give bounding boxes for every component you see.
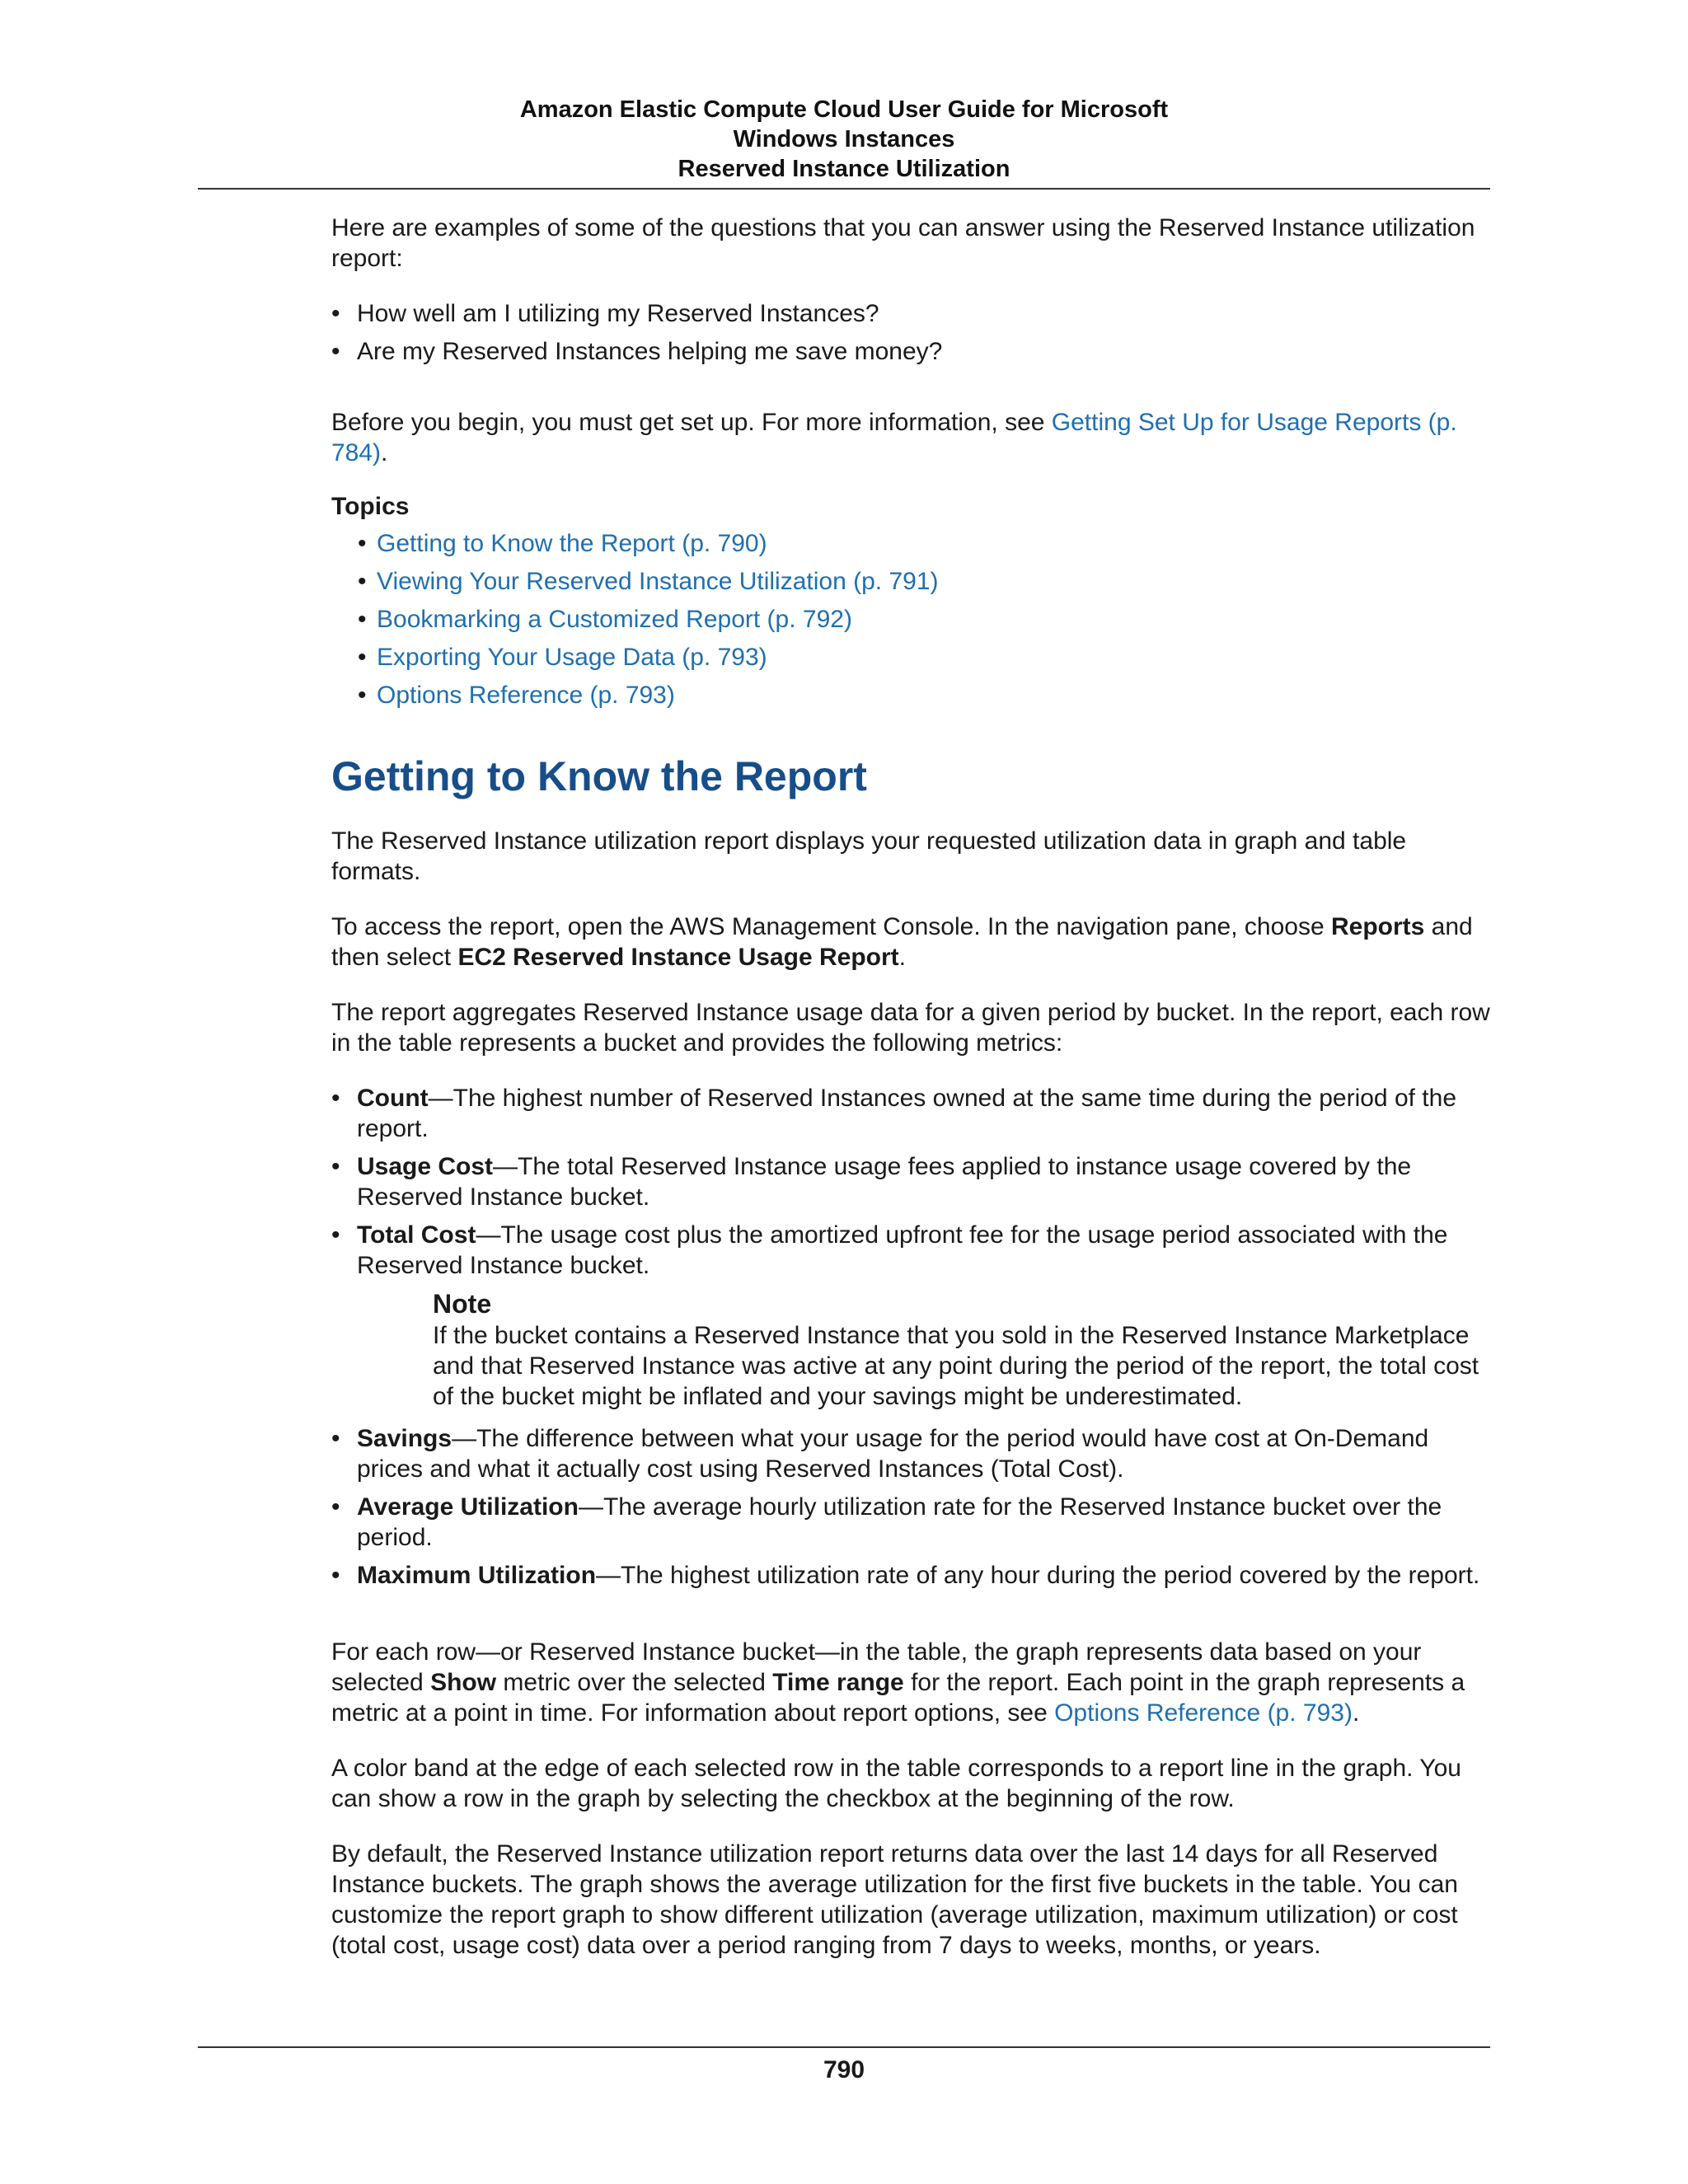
p2-text-d: . (898, 944, 906, 971)
page-content (331, 213, 1493, 1985)
topic-link-exporting[interactable]: Exporting Your Usage Data (p. 793) (377, 644, 767, 671)
section-paragraph-1: The Reserved Instance utilization report displays your requested utilization data in graph and table formats. (331, 827, 1407, 885)
metric-desc: —The usage cost plus the amortized upfront fee for the usage period associated with the Reserved Instance bucket. (357, 1221, 1448, 1279)
p4-text-d: for the report. Each point in the graph represents a metric at a point in time. For information about report options, see (331, 1669, 1465, 1727)
metric-term: Maximum Utilization (357, 1562, 597, 1589)
topic-item (358, 680, 1493, 710)
list-item (331, 1492, 1493, 1553)
metric-desc: —The highest utilization rate of any hour during the period covered by the report. (596, 1562, 1480, 1589)
p4-bold-time-range: Time range (772, 1669, 904, 1696)
topic-item (358, 566, 1493, 597)
list-item (331, 1560, 1493, 1591)
p4-bold-show: Show (430, 1669, 497, 1696)
setup-end: . (381, 439, 388, 466)
list-item (331, 1151, 1493, 1212)
list-item (331, 1083, 1493, 1144)
setup-text: Before you begin, you must get set up. For more information, see (331, 409, 1052, 436)
header-line-2: Windows Instances (733, 126, 955, 152)
topics-title: Topics (331, 493, 410, 520)
page-number: 790 (823, 2056, 865, 2083)
footer-divider (198, 2046, 1490, 2048)
setup-paragraph (331, 407, 1493, 468)
page-header (198, 95, 1490, 184)
header-line-1: Amazon Elastic Compute Cloud User Guide for Microsoft (519, 96, 1169, 123)
metric-desc: —The difference between what your usage for the period would have cost at On-Demand prices and what it actually cost using Reserved Instances (Total Cost). (357, 1425, 1429, 1483)
topic-item (358, 528, 1493, 559)
section-paragraph-3: The report aggregates Reserved Instance usage data for a given period by bucket. In the report, each row in the table represents a bucket and provides the following metrics: (331, 999, 1490, 1057)
section-title: Getting to Know the Report (331, 753, 867, 799)
note-box (433, 1287, 1479, 1412)
metric-desc: —The average hourly utilization rate for the Reserved Instance bucket over the period. (357, 1493, 1442, 1551)
list-item: • How well am I utilizing my Reserved Instances? (331, 298, 1493, 329)
list-item (331, 1220, 1493, 1412)
p4-text-a: For each row—or Reserved Instance bucket—in the table, the graph represents data based on your selected (331, 1638, 1422, 1696)
p2-bold-report-name: EC2 Reserved Instance Usage Report (457, 944, 899, 971)
p2-bold-reports: Reports (1330, 913, 1425, 940)
header-divider (198, 188, 1490, 190)
p4-text-c: metric over the selected (496, 1669, 773, 1696)
note-text: If the bucket contains a Reserved Instance that you sold in the Reserved Instance Marketplace and that Reserved Instance was active at any point during the period of the report, the total cost of the bucket might be inflated and your savings might be underestimated. (433, 1322, 1479, 1410)
question-list (331, 298, 1493, 367)
metric-desc: —The highest number of Reserved Instances owned at the same time during the period of the report. (357, 1085, 1457, 1142)
list-item: • Are my Reserved Instances helping me save money? (331, 336, 1493, 367)
section-paragraph-4 (331, 1637, 1493, 1728)
topic-link-options[interactable]: Options Reference (p. 793) (377, 682, 675, 709)
topic-link-viewing[interactable]: Viewing Your Reserved Instance Utilization (p. 791) (377, 568, 939, 595)
section-paragraph-5: A color band at the edge of each selected row in the table corresponds to a report line in the graph. You can show a row in the graph by selecting the checkbox at the beginning of the row. (331, 1755, 1461, 1812)
p2-text-a: To access the report, open the AWS Management Console. In the navigation pane, choose (331, 913, 1331, 940)
metric-term: Savings (357, 1425, 452, 1452)
topic-item (358, 642, 1493, 673)
topics-list (331, 528, 1493, 710)
header-line-3: Reserved Instance Utilization (678, 156, 1010, 182)
intro-paragraph: Here are examples of some of the questions that you can answer using the Reserved Instance utilization report: (331, 214, 1475, 272)
metric-desc: —The total Reserved Instance usage fees applied to instance usage covered by the Reserved Instance bucket. (357, 1153, 1412, 1211)
metric-term: Count (357, 1085, 429, 1112)
topic-link-getting-to-know[interactable]: Getting to Know the Report (p. 790) (377, 530, 767, 557)
topic-link-bookmarking[interactable]: Bookmarking a Customized Report (p. 792) (377, 606, 852, 633)
topic-item (358, 604, 1493, 635)
metric-term: Average Utilization (357, 1493, 579, 1521)
p2-text-c: and then select (331, 913, 1473, 971)
setup-link[interactable]: Getting Set Up for Usage Reports (p. 784) (331, 409, 1457, 466)
metric-term: Total Cost (357, 1221, 476, 1249)
p4-text-e: . (1352, 1699, 1360, 1727)
note-title: Note (433, 1289, 492, 1319)
list-item (331, 1423, 1493, 1484)
metric-term: Usage Cost (357, 1153, 494, 1180)
section-paragraph-2 (331, 912, 1493, 972)
metrics-list (331, 1083, 1493, 1591)
options-reference-link[interactable]: Options Reference (p. 793) (1054, 1699, 1353, 1727)
section-paragraph-6: By default, the Reserved Instance utilization report returns data over the last 14 days for all Reserved Instance buckets. The graph shows the average utilization for the first five buckets in the table. You can customize the report graph to show different utilization (average utilization, maximum utilization) or cost (total cost, usage cost) data over a period ranging from 7 days to weeks, months, or years. (331, 1840, 1458, 1959)
